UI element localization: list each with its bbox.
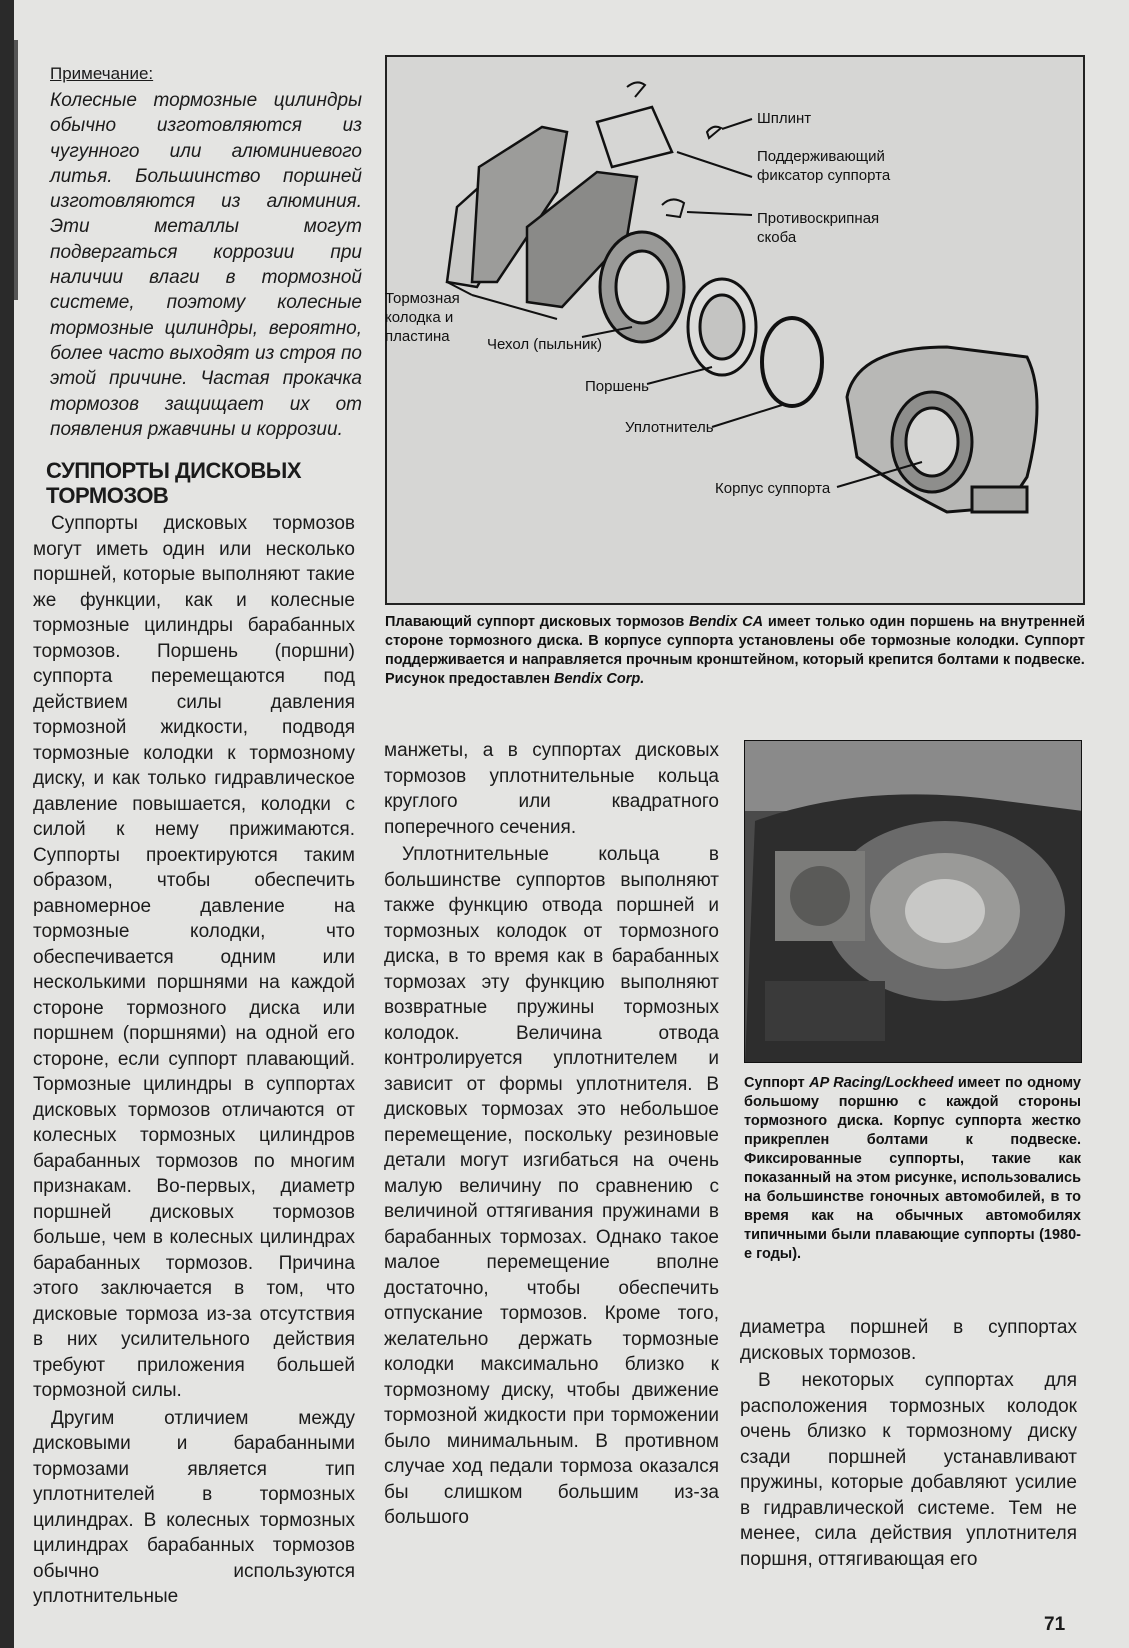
paragraph: диаметра поршней в суппортах дисковых тормозов. [740,1317,1077,1364]
paragraph: манжеты, а в суппортах дисковых тормозов уплотнительные кольца круглого или квадратного поперечного сечения. [384,740,719,838]
paragraph: Другим отличием между дисковыми и барабанными тормозами является тип уплотнителей в тормозных цилиндрах. В колесных тормозных цилиндрах барабанных тормозов обычно используются уплотнительные [33,1407,355,1607]
text-column-2 [384,738,719,1531]
cotter-pin [707,127,721,138]
caliper-photo [744,740,1082,1063]
caliper-illustration [387,57,1087,607]
note-label: Примечание: [50,64,154,83]
seal-ring [762,318,822,406]
label-anti-squeal: Противоскрипная скоба [757,210,880,246]
paragraph: В некоторых суппортах для расположения тормозных колодок очень близко к тормозному диску сзади поршней устанавливают пружины, которые добавляют усилие в гидравлической системе. Тем не менее, сила действия уплотнителя поршня, оттягивающая его [740,1370,1077,1570]
dust-boot [600,232,684,342]
text-column-1 [33,511,355,1610]
label-piston: Поршень [585,378,649,395]
label-boot: Чехол (пыльник) [487,336,602,353]
label-pin: Шплинт [757,110,812,127]
pin-clip [627,82,645,97]
caliper-exploded-diagram [385,55,1085,605]
paragraph: Суппорты дисковых тормозов могут иметь один или несколько поршней, которые выполняют такие же функции, как и колесные тормозные цилиндры барабанных тормозов. Поршень (поршни) суппорта перемещаются под действием силы давления тормозной жидкости, подводя тормозные колодки к тормозному диску, и как только гидравлическое давление повышается, колодки с силой к нему прижимаются. Суппорты проектируются таким образом, чтобы обеспечить равномерное давление на тормозные колодки, что обеспечивается одним или несколькими поршнями на каждой стороне тормозного диска или поршнем (поршнями) на одной его стороне, если суппорт плавающий. Тормозные цилиндры в суппортах дисковых тормозов отличаются от колесных тормозных цилиндров барабанных тормозов по многим признакам. Во-первых, диаметр поршней дисковых тормозов больше, чем в колесных цилиндрах барабанных тормозов. Причина этого заключается в том, что дисковые тормоза из-за отсутствия в них усилительного действия требуют приложения большей тормозной силы. [33,513,355,1401]
note-text: Колесные тормозные цилиндры обычно изготовляются из чугунного или алюминиевого литья. Большинство поршней изготовляются из алюминия. Эти металлы могут подвергаться коррозии при наличии влаги в тормозной системе, поэтому колесные тормозные цилиндры, вероятно, более часто выходят из строя по этой причине. Частая прокачка тормозов защищает их от появления ржавчины и коррозии. [50,90,362,440]
piston [688,279,756,375]
page-number: 71 [1044,1614,1066,1635]
text-column-3 [740,1315,1077,1572]
section-title: СУППОРТЫ ДИСКОВЫХ ТОРМОЗОВ [46,458,302,508]
caption-brand: AP Racing/Lockheed [809,1075,954,1091]
caption-credit-brand: Bendix Corp. [554,671,645,687]
anti-squeal-clip [662,199,684,217]
caption-text: имеет по одному большому поршню с каждой стороны тормозного диска. Корпус суппорта жестко прикреплен болтами к подвеске. Фиксированные суппорты, такие как показанный на этом рисунке, использовались на большинстве гоночных автомобилей, в то время как на обычных автомобилях типичными были плавающие суппорты (1980-е годы). [744,1075,1081,1262]
caption-text: Суппорт [744,1075,810,1091]
label-retainer: Поддерживающий фиксатор суппорта [757,148,891,184]
label-seal: Уплотнитель [625,419,714,436]
caliper-housing [847,347,1037,512]
retainer-clip [597,107,672,167]
caliper-photo-image [745,741,1082,1063]
label-housing: Корпус суппорта [715,480,831,497]
paragraph: Уплотнительные кольца в большинстве суппортов выполняют также функцию отвода поршней и тормозных колодок от тормозного диска, в то время как в барабанных тормозах эту функцию выполняют возвратные пружины тормозных колодок. Величина отвода контролируется уплотнителем и зависит от формы уплотнителя. В дисковых тормозах это небольшое перемещение, поскольку резиновые детали могут изгибаться на очень малую величину по сравнению с величиной оттягивания пружинами в барабанных тормозах. Однако такое малое перемещение вполне достаточно, чтобы обеспечить отпускание тормозов. Кроме того, желательно держать тормозные колодки максимально близко к тормозному диску, чтобы движение тормозной жидкости при торможении было минимальным. В противном случае ход педали тормоза оказался бы слишком большим из-за большого [384,844,719,1528]
figure2-caption [744,1074,1081,1264]
figure1-caption [385,613,1085,689]
caption-credit: Рисунок предоставлен [385,671,554,687]
caption-text: имеет только один поршень на внутренней стороне тормозного диска. В корпусе суппорта установлены обе тормозные колодки. Суппорт поддерживается и направляется прочным кронштейном, который крепится болтами к подвеске. [385,614,1085,668]
label-pad: Тормозная колодка и пластина [385,290,460,345]
book-spine [0,0,14,1648]
caption-brand: Bendix CA [689,614,764,630]
caption-text: Плавающий суппорт дисковых тормозов [385,614,690,630]
page-edge [14,40,18,300]
